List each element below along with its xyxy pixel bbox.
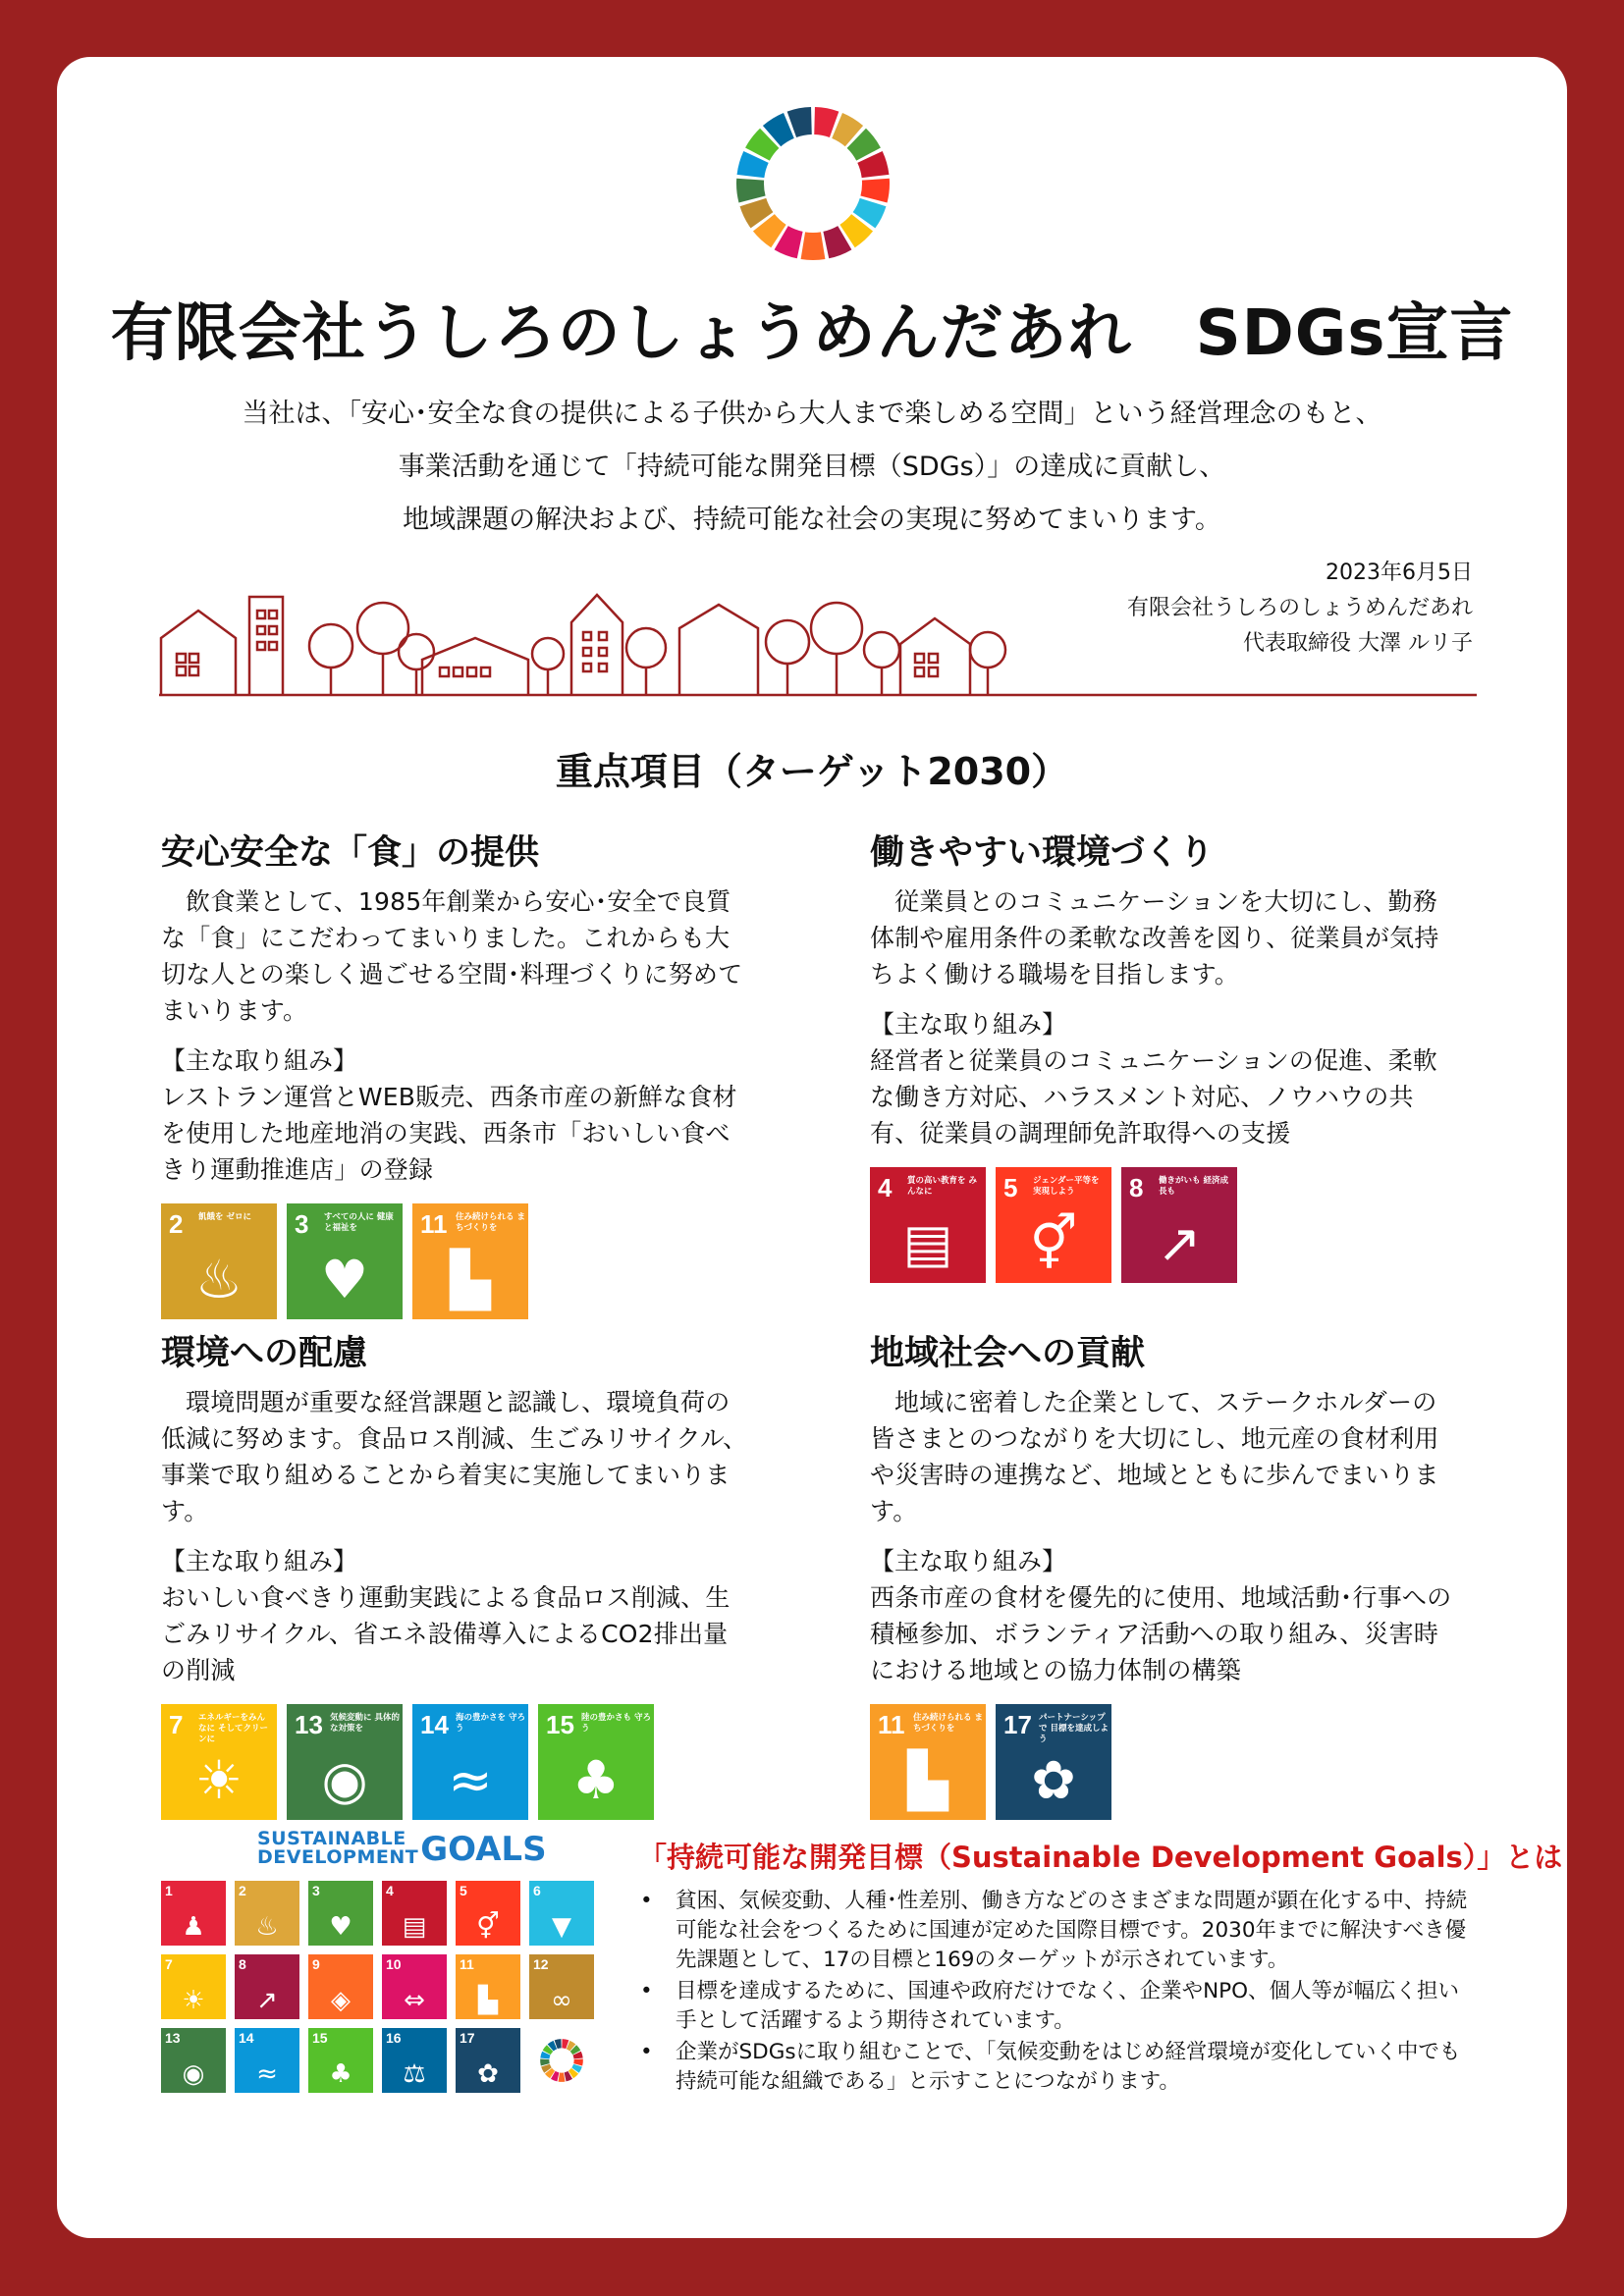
page-title: 有限会社うしろのしょうめんだあれ SDGs宣言	[110, 297, 1514, 370]
wheel-segment	[860, 179, 890, 203]
goal-number: 2	[169, 1209, 184, 1239]
initiatives-label: 【主な取り組み】	[161, 1046, 358, 1075]
goal-icon: ♥	[329, 1912, 352, 1942]
section-heading: 地域社会への貢献	[870, 1334, 1146, 1373]
initiatives-text: おいしい食べきり運動実践による食品ロス削減、生ごみリサイクル、省エネ設備導入によるCO2排出量の削減	[161, 1583, 731, 1684]
book-icon: ▤	[902, 1212, 953, 1274]
goal-number: 12	[533, 1956, 549, 1972]
section-description: 従業員とのコミュニケーションを大切にし、勤務体制や雇用条件の柔軟な改善を図り、従業員が気持ちよく働ける職場を目指します。	[870, 887, 1439, 988]
fish-icon: ≈	[448, 1749, 493, 1811]
list-item: • 目標を達成するために、国連や政府だけでなく、企業やNPO、個人等が幅広く担い手として活躍するよう期待されています。	[638, 1977, 1473, 2036]
logo-line1: SUSTAINABLE	[257, 1828, 406, 1849]
goal-number: 9	[312, 1956, 320, 1972]
goal-icons	[161, 1203, 750, 1319]
goal-icon: ▙	[478, 1986, 498, 2015]
goal-number: 11	[460, 1956, 474, 1972]
sdg-mini-tile-17	[456, 2028, 520, 2093]
gender-icon: ⚥	[1029, 1212, 1078, 1274]
goal-number: 14	[420, 1710, 449, 1739]
goal-number: 13	[295, 1710, 323, 1739]
section-description: 地域に密着した企業として、ステークホルダーの皆さまとのつながりを大切にし、地元産の食材利用や災害時の連携など、地域とともに歩んでまいります。	[870, 1388, 1439, 1525]
goal-number: 4	[386, 1883, 394, 1898]
signature-representative: 代表取締役 大澤 ルリ子	[1243, 631, 1473, 656]
list-item: • 企業がSDGsに取り組むことで、「気候変動をはじめ経営環境が変化していく中でも持続可能な組織である」と示すことにつながります。	[638, 2038, 1473, 2097]
logo-goals-word: GOALS	[420, 1830, 547, 1869]
goal-caption: 気候変動に 具体的な対策を	[330, 1713, 400, 1734]
sdg-mini-tile-7	[161, 1954, 226, 2019]
goal-number: 13	[165, 2030, 181, 2046]
goal-number: 10	[386, 1956, 402, 1972]
sdg-mini-tile-14	[235, 2028, 299, 2093]
sdgs-wheel-icon	[539, 2038, 584, 2083]
sdg-mini-tile-3	[308, 1881, 373, 1946]
goal-icons	[870, 1167, 1459, 1283]
section-heading: 環境への配慮	[161, 1334, 368, 1373]
heartbeat-icon: ♥	[320, 1249, 369, 1310]
goal-icon: ☀	[182, 1986, 205, 2015]
section-environment	[161, 1331, 750, 1820]
city-icon: ▙	[450, 1249, 491, 1310]
signature-date: 2023年6月5日	[1326, 561, 1473, 585]
list-item: • 貧困、気候変動、人種･性差別、働き方などのさまざまな問題が顕在化する中、持続可能な社会をつくるために国連が定めた国際目標です。2030年までに解決すべき優先課題として、17の目標と169のターゲットが示されています。	[638, 1887, 1473, 1975]
bowl-icon: ♨	[194, 1249, 244, 1310]
sdg-goal-5-tile	[996, 1167, 1111, 1283]
goal-number: 11	[878, 1710, 905, 1739]
goal-caption: 海の豊かさを 守ろう	[456, 1713, 525, 1734]
section-community	[870, 1331, 1459, 1820]
focus-heading: 重点項目（ターゲット2030）	[555, 750, 1069, 793]
goal-icon: ⚖	[403, 2059, 426, 2089]
sdg-mini-tile-1	[161, 1881, 226, 1946]
goal-number: 6	[533, 1883, 541, 1898]
goal-number: 4	[878, 1173, 893, 1202]
goal-caption: 住み続けられる まちづくりを	[456, 1212, 525, 1233]
goal-number: 15	[546, 1710, 574, 1739]
goal-caption: 飢餓を ゼロに	[198, 1212, 251, 1222]
sdg-mini-tile-2	[235, 1881, 299, 1946]
wheel-segment	[801, 232, 826, 260]
sdg-goal-17-tile	[996, 1704, 1111, 1820]
section-description: 飲食業として、1985年創業から安心･安全で良質な「食」にこだわってまいりました。これからも大切な人との楽しく過ごせる空間･料理づくりに努めてまいります。	[161, 887, 743, 1025]
signature-company: 有限会社うしろのしょうめんだあれ	[1126, 596, 1473, 620]
goal-icon: ▼	[552, 1912, 571, 1942]
goal-caption: すべての人に 健康と福祉を	[324, 1212, 394, 1233]
partnership-flower-icon: ✿	[1031, 1749, 1076, 1811]
sdg-mini-tile-11	[456, 1954, 520, 2019]
sdg-mini-tile-6	[529, 1881, 594, 1946]
sdg-mini-tile-15	[308, 2028, 373, 2093]
goal-caption: 働きがいも 経済成長も	[1159, 1176, 1228, 1197]
eye-earth-icon: ◉	[321, 1749, 368, 1811]
wheel-segment	[736, 179, 766, 203]
goal-number: 16	[386, 2030, 402, 2046]
what-is-heading: 「持続可能な開発目標（Sustainable Development Goals）」とは	[638, 1841, 1563, 1874]
sdg-mini-tile-8	[235, 1954, 299, 2019]
goal-number: 8	[239, 1956, 246, 1972]
sdg-goal-4-tile	[870, 1167, 986, 1283]
sdg-goal-7-tile	[161, 1704, 277, 1820]
goal-icon: ♨	[255, 1912, 279, 1942]
tree-icon: ♣	[571, 1749, 621, 1811]
goal-icon: ♣	[329, 2059, 352, 2089]
goal-number: 5	[460, 1883, 467, 1898]
sdg-goal-11-tile	[412, 1203, 528, 1319]
goal-number: 1	[165, 1883, 173, 1898]
city-icon: ▙	[907, 1749, 948, 1811]
section-heading: 安心安全な「食」の提供	[161, 833, 540, 873]
intro-line: 事業活動を通じて「持続可能な開発目標（SDGs）」の達成に貢献し、	[398, 452, 1226, 482]
initiatives-label: 【主な取り組み】	[870, 1547, 1067, 1575]
sdg-mini-tile-9	[308, 1954, 373, 2019]
goal-number: 5	[1003, 1173, 1018, 1202]
goal-icon: ◉	[182, 2059, 205, 2089]
section-safe-food	[161, 830, 750, 1319]
goal-icon: ⇔	[404, 1986, 425, 2015]
goal-icon: ◈	[331, 1986, 351, 2015]
section-heading: 働きやすい環境づくり	[870, 833, 1215, 873]
goal-number: 2	[239, 1883, 246, 1898]
intro-line: 地域課題の解決および、持続可能な社会の実現に努めてまいります。	[403, 505, 1221, 535]
sdg-goal-11-tile	[870, 1704, 986, 1820]
initiatives-label: 【主な取り組み】	[870, 1010, 1067, 1039]
goal-number: 11	[420, 1209, 448, 1239]
goal-caption: 住み続けられる まちづくりを	[913, 1713, 983, 1734]
goal-icon: ♟	[182, 1912, 205, 1942]
sdg-mini-tile-4	[382, 1881, 447, 1946]
goal-caption: ジェンダー平等を 実現しよう	[1033, 1176, 1100, 1197]
goal-caption: 質の高い教育を みんなに	[907, 1176, 977, 1197]
sdgs-wheel-mini-icon	[529, 2028, 594, 2093]
what-is-list	[638, 1887, 1473, 2099]
initiatives-text: 経営者と従業員のコミュニケーションの促進、柔軟な働き方対応、ハラスメント対応、ノウハウの共有、従業員の調理師免許取得への支援	[870, 1046, 1438, 1148]
goal-icon: ≈	[256, 2059, 278, 2089]
goal-number: 15	[312, 2030, 328, 2046]
growth-chart-icon: ↗	[1157, 1212, 1202, 1274]
sdg-goal-2-tile	[161, 1203, 277, 1319]
initiatives-text: レストラン運営とWEB販売、西条市産の新鮮な食材を使用した地産地消の実践、西条市「おいしい食べきり運動推進店」の登録	[161, 1083, 737, 1184]
intro-line: 当社は、「安心･安全な食の提供による子供から大人まで楽しめる空間」という経営理念のもと、	[242, 399, 1382, 429]
all-goals-grid	[161, 1881, 601, 2093]
goal-number: 7	[165, 1956, 173, 1972]
goal-number: 8	[1129, 1173, 1144, 1202]
sdg-goal-3-tile	[287, 1203, 403, 1319]
sdg-goal-8-tile	[1121, 1167, 1237, 1283]
initiatives-label: 【主な取り組み】	[161, 1547, 358, 1575]
sdg-mini-tile-5	[456, 1881, 520, 1946]
goal-caption: パートナーシップで 目標を達成しよう	[1039, 1713, 1109, 1744]
sdgs-goals-logo	[257, 1830, 547, 1867]
goal-number: 14	[239, 2030, 254, 2046]
goal-number: 7	[169, 1710, 184, 1739]
goal-number: 3	[312, 1883, 320, 1898]
sdg-mini-tile-10	[382, 1954, 447, 2019]
section-workplace	[870, 830, 1459, 1283]
goal-icon: ↗	[256, 1986, 278, 2015]
goal-icons	[161, 1704, 750, 1820]
section-description: 環境問題が重要な経営課題と認識し、環境負荷の低減に努めます。食品ロス削減、生ごみリサイクル、事業で取り組めることから着実に実施してまいります。	[161, 1388, 748, 1525]
goal-number: 17	[460, 2030, 475, 2046]
goal-icon: ▤	[402, 1912, 427, 1942]
sdg-mini-tile-16	[382, 2028, 447, 2093]
sdg-mini-tile-13	[161, 2028, 226, 2093]
sdg-goal-14-tile	[412, 1704, 528, 1820]
goal-number: 3	[295, 1209, 309, 1239]
initiatives-text: 西条市産の食材を優先的に使用、地域活動･行事への積極参加、ボランティア活動への取り組み、災害時における地域との協力体制の構築	[870, 1583, 1452, 1684]
goal-icon: ⚥	[476, 1912, 500, 1942]
logo-line2: DEVELOPMENT	[257, 1846, 419, 1868]
intro-statement	[59, 388, 1565, 547]
town-skyline-illustration	[159, 589, 1477, 699]
goal-icon: ✿	[477, 2059, 499, 2089]
goal-caption: エネルギーをみんなに そしてクリーンに	[198, 1713, 268, 1744]
sdgs-wheel-logo	[734, 105, 892, 262]
goal-icon: ∞	[551, 1986, 572, 2015]
sdg-goal-15-tile	[538, 1704, 654, 1820]
sdg-mini-tile-12	[529, 1954, 594, 2019]
goal-icons	[870, 1704, 1459, 1820]
goal-caption: 陸の豊かさも 守ろう	[581, 1713, 651, 1734]
goal-number: 17	[1003, 1710, 1032, 1739]
sdg-goal-13-tile	[287, 1704, 403, 1820]
sun-power-icon: ☀	[194, 1749, 244, 1811]
wheel-segment	[559, 2072, 566, 2081]
